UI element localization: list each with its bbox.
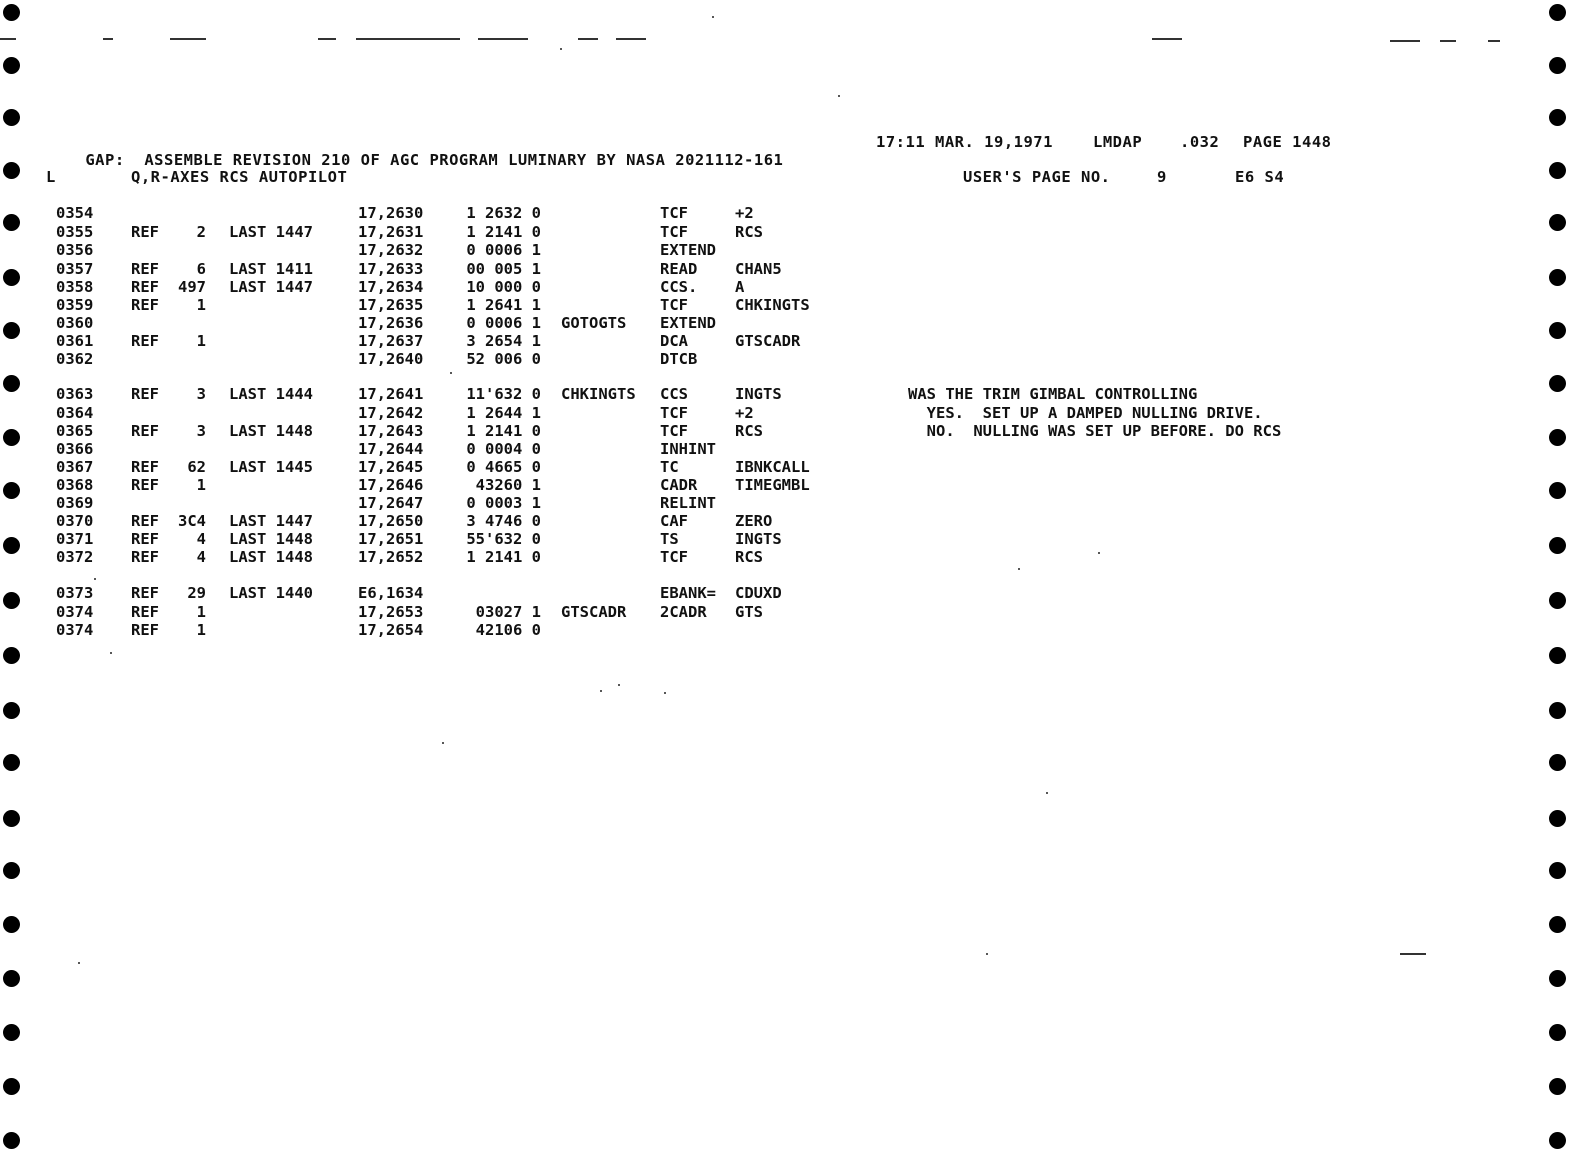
opcode: EXTEND [660, 314, 716, 332]
ref-count: 29 [187, 584, 206, 602]
opcode: EXTEND [660, 241, 716, 259]
last-page: LAST 1445 [229, 458, 313, 476]
operand: INGTS [735, 530, 782, 548]
opcode: TCF [660, 404, 688, 422]
ref-count: 497 [178, 278, 206, 296]
feed-hole [3, 269, 20, 286]
comment: YES. SET UP A DAMPED NULLING DRIVE. [908, 404, 1263, 422]
speck [986, 953, 988, 955]
label: CHKINGTS [561, 385, 636, 403]
octal-word: 3 2654 1 [466, 332, 541, 350]
last-page: LAST 1447 [229, 512, 313, 530]
octal-word: 42106 0 [457, 621, 541, 639]
octal-word: 1 2141 0 [466, 548, 541, 566]
ref-count: 6 [196, 260, 206, 278]
feed-hole [3, 482, 20, 499]
octal-word: 1 2641 1 [466, 296, 541, 314]
top-tear-mark [1390, 40, 1420, 42]
opcode: EBANK= [660, 584, 716, 602]
feed-hole [3, 754, 20, 771]
address: 17,2631 [358, 223, 424, 241]
octal-word: 0 0003 1 [466, 494, 541, 512]
address: 17,2637 [358, 332, 424, 350]
octal-word: 00 005 1 [466, 260, 541, 278]
feed-hole [3, 214, 20, 231]
line-number: 0362 [56, 350, 94, 368]
address: 17,2632 [358, 241, 424, 259]
ref-keyword: REF [131, 476, 159, 494]
feed-hole [1549, 702, 1566, 719]
speck [1098, 552, 1100, 554]
speck [664, 692, 666, 694]
opcode: CCS. [660, 278, 698, 296]
line-number: 0370 [56, 512, 94, 530]
feed-hole [1549, 214, 1566, 231]
address: E6,1634 [358, 584, 424, 602]
ref-count: 3 [196, 385, 206, 403]
line-number: 0374 [56, 603, 94, 621]
operand: CDUXD [735, 584, 782, 602]
header-e6-s4: E6 S4 [1235, 168, 1285, 186]
top-tear-mark [578, 38, 598, 40]
last-page: LAST 1448 [229, 422, 313, 440]
top-tear-mark [318, 38, 336, 40]
line-number: 0365 [56, 422, 94, 440]
ref-keyword: REF [131, 458, 159, 476]
ref-keyword: REF [131, 385, 159, 403]
header-l-marker: L [46, 168, 56, 186]
address: 17,2636 [358, 314, 424, 332]
opcode: TS [660, 530, 679, 548]
feed-hole [1549, 916, 1566, 933]
ref-count: 3C4 [178, 512, 206, 530]
operand: IBNKCALL [735, 458, 810, 476]
feed-hole [3, 862, 20, 879]
operand: RCS [735, 548, 763, 566]
speck [618, 684, 620, 686]
feed-hole [1549, 1024, 1566, 1041]
line-number: 0369 [56, 494, 94, 512]
feed-hole [1549, 4, 1566, 21]
octal-word: 43260 1 [457, 476, 541, 494]
feed-hole [3, 57, 20, 74]
octal-word: 55'632 0 [466, 530, 541, 548]
ref-count: 3 [196, 422, 206, 440]
speck [838, 95, 840, 97]
line-number: 0355 [56, 223, 94, 241]
ref-keyword: REF [131, 621, 159, 639]
address: 17,2635 [358, 296, 424, 314]
last-page: LAST 1448 [229, 548, 313, 566]
opcode: DTCB [660, 350, 698, 368]
feed-hole [3, 322, 20, 339]
feed-hole [3, 1078, 20, 1095]
octal-word: 0 4665 0 [466, 458, 541, 476]
top-tear-mark [1440, 40, 1456, 42]
comment: NO. NULLING WAS SET UP BEFORE. DO RCS [908, 422, 1282, 440]
line-number: 0373 [56, 584, 94, 602]
operand: A [735, 278, 745, 296]
feed-hole [1549, 592, 1566, 609]
feed-hole [3, 592, 20, 609]
opcode: TCF [660, 548, 688, 566]
speck [110, 652, 112, 654]
edge-mark [1400, 953, 1426, 955]
top-tear-mark [1488, 40, 1500, 42]
ref-count: 1 [196, 621, 206, 639]
opcode: 2CADR [660, 603, 707, 621]
operand: ZERO [735, 512, 773, 530]
feed-hole [1549, 162, 1566, 179]
top-tear-mark [616, 38, 646, 40]
octal-word: 03027 1 [457, 603, 541, 621]
opcode: CCS [660, 385, 688, 403]
octal-word: 10 000 0 [466, 278, 541, 296]
line-number: 0354 [56, 204, 94, 222]
section-title: Q,R-AXES RCS AUTOPILOT [131, 168, 348, 186]
feed-hole [3, 916, 20, 933]
line-number: 0361 [56, 332, 94, 350]
feed-hole [1549, 429, 1566, 446]
octal-word: 52 006 0 [466, 350, 541, 368]
operand: CHAN5 [735, 260, 782, 278]
ref-keyword: REF [131, 603, 159, 621]
line-number: 0359 [56, 296, 94, 314]
ref-count: 1 [196, 603, 206, 621]
feed-hole [1549, 647, 1566, 664]
operand: GTS [735, 603, 763, 621]
feed-hole [3, 429, 20, 446]
user-page-number: 9 [1157, 168, 1167, 186]
ref-count: 4 [196, 530, 206, 548]
feed-hole [1549, 269, 1566, 286]
ref-keyword: REF [131, 422, 159, 440]
line-number: 0371 [56, 530, 94, 548]
line-number: 0358 [56, 278, 94, 296]
ref-keyword: REF [131, 223, 159, 241]
speck [1046, 792, 1048, 794]
address: 17,2643 [358, 422, 424, 440]
address: 17,2641 [358, 385, 424, 403]
address: 17,2645 [358, 458, 424, 476]
opcode: TC [660, 458, 679, 476]
top-tear-mark [103, 38, 113, 40]
feed-hole [1549, 375, 1566, 392]
ref-keyword: REF [131, 296, 159, 314]
address: 17,2646 [358, 476, 424, 494]
speck [94, 578, 96, 580]
top-tear-mark [170, 38, 206, 40]
address: 17,2650 [358, 512, 424, 530]
label: GOTOGTS [561, 314, 627, 332]
ref-count: 1 [196, 332, 206, 350]
speck [1018, 568, 1020, 570]
line-number: 0374 [56, 621, 94, 639]
address: 17,2640 [358, 350, 424, 368]
address: 17,2642 [358, 404, 424, 422]
assembly-banner: GAP: ASSEMBLE REVISION 210 OF AGC PROGRAM LUMINARY BY NASA 2021112-161 [85, 151, 784, 169]
top-tear-mark [356, 38, 460, 40]
ref-keyword: REF [131, 584, 159, 602]
feed-hole [3, 1024, 20, 1041]
opcode: TCF [660, 204, 688, 222]
address: 17,2647 [358, 494, 424, 512]
address: 17,2630 [358, 204, 424, 222]
last-page: LAST 1444 [229, 385, 313, 403]
feed-hole [3, 375, 20, 392]
opcode: TCF [660, 223, 688, 241]
ref-keyword: REF [131, 332, 159, 350]
operand: RCS [735, 223, 763, 241]
top-tear-mark [478, 38, 528, 40]
feed-hole [3, 647, 20, 664]
last-page: LAST 1411 [229, 260, 313, 278]
user-page-label: USER'S PAGE NO. [963, 168, 1111, 186]
octal-word: 1 2141 0 [466, 223, 541, 241]
line-number: 0357 [56, 260, 94, 278]
line-number: 0363 [56, 385, 94, 403]
top-tear-mark [1152, 38, 1182, 40]
ref-count: 62 [187, 458, 206, 476]
opcode: RELINT [660, 494, 716, 512]
line-number: 0356 [56, 241, 94, 259]
feed-hole [1549, 482, 1566, 499]
operand: RCS [735, 422, 763, 440]
address: 17,2634 [358, 278, 424, 296]
speck [600, 690, 602, 692]
octal-word: 1 2141 0 [466, 422, 541, 440]
octal-word: 1 2632 0 [466, 204, 541, 222]
line-number: 0364 [56, 404, 94, 422]
address: 17,2651 [358, 530, 424, 548]
feed-hole [3, 970, 20, 987]
operand: +2 [735, 404, 754, 422]
label: GTSCADR [561, 603, 627, 621]
octal-word: 3 4746 0 [466, 512, 541, 530]
operand: TIMEGMBL [735, 476, 810, 494]
feed-hole [1549, 970, 1566, 987]
header-log-section: LMDAP [1093, 133, 1143, 151]
feed-hole [1549, 810, 1566, 827]
speck [560, 48, 562, 50]
octal-word: 0 0006 1 [466, 314, 541, 332]
ref-keyword: REF [131, 260, 159, 278]
header-timestamp: 17:11 MAR. 19,1971 [876, 133, 1053, 151]
feed-hole [3, 4, 20, 21]
last-page: LAST 1448 [229, 530, 313, 548]
operand: +2 [735, 204, 754, 222]
line-number: 0372 [56, 548, 94, 566]
ref-keyword: REF [131, 278, 159, 296]
feed-hole [1549, 1078, 1566, 1095]
feed-hole [3, 537, 20, 554]
octal-word: 11'632 0 [466, 385, 541, 403]
line-number: 0367 [56, 458, 94, 476]
ref-keyword: REF [131, 548, 159, 566]
address: 17,2654 [358, 621, 424, 639]
line-number: 0366 [56, 440, 94, 458]
speck [78, 962, 80, 964]
last-page: LAST 1440 [229, 584, 313, 602]
octal-word: 0 0006 1 [466, 241, 541, 259]
speck [450, 372, 452, 374]
feed-hole [1549, 1132, 1566, 1149]
line-number: 0360 [56, 314, 94, 332]
operand: CHKINGTS [735, 296, 810, 314]
opcode: INHINT [660, 440, 716, 458]
ref-keyword: REF [131, 512, 159, 530]
last-page: LAST 1447 [229, 278, 313, 296]
octal-word: 1 2644 1 [466, 404, 541, 422]
address: 17,2653 [358, 603, 424, 621]
top-tear-mark [0, 38, 16, 40]
operand: GTSCADR [735, 332, 801, 350]
feed-hole [1549, 862, 1566, 879]
opcode: DCA [660, 332, 688, 350]
opcode: TCF [660, 296, 688, 314]
address: 17,2633 [358, 260, 424, 278]
header-page-number: PAGE 1448 [1243, 133, 1332, 151]
operand: INGTS [735, 385, 782, 403]
ref-count: 1 [196, 476, 206, 494]
feed-hole [1549, 537, 1566, 554]
ref-keyword: REF [131, 530, 159, 548]
feed-hole [3, 810, 20, 827]
feed-hole [3, 702, 20, 719]
ref-count: 1 [196, 296, 206, 314]
opcode: READ [660, 260, 698, 278]
address: 17,2652 [358, 548, 424, 566]
opcode: CAF [660, 512, 688, 530]
header-code: .032 [1180, 133, 1220, 151]
feed-hole [3, 109, 20, 126]
comment: WAS THE TRIM GIMBAL CONTROLLING [908, 385, 1198, 403]
ref-count: 4 [196, 548, 206, 566]
speck [712, 16, 714, 18]
feed-hole [1549, 754, 1566, 771]
address: 17,2644 [358, 440, 424, 458]
feed-hole [1549, 57, 1566, 74]
ref-count: 2 [196, 223, 206, 241]
speck [442, 742, 444, 744]
line-number: 0368 [56, 476, 94, 494]
last-page: LAST 1447 [229, 223, 313, 241]
opcode: TCF [660, 422, 688, 440]
feed-hole [1549, 322, 1566, 339]
octal-word: 0 0004 0 [466, 440, 541, 458]
opcode: CADR [660, 476, 698, 494]
feed-hole [3, 1132, 20, 1149]
feed-hole [3, 162, 20, 179]
feed-hole [1549, 109, 1566, 126]
